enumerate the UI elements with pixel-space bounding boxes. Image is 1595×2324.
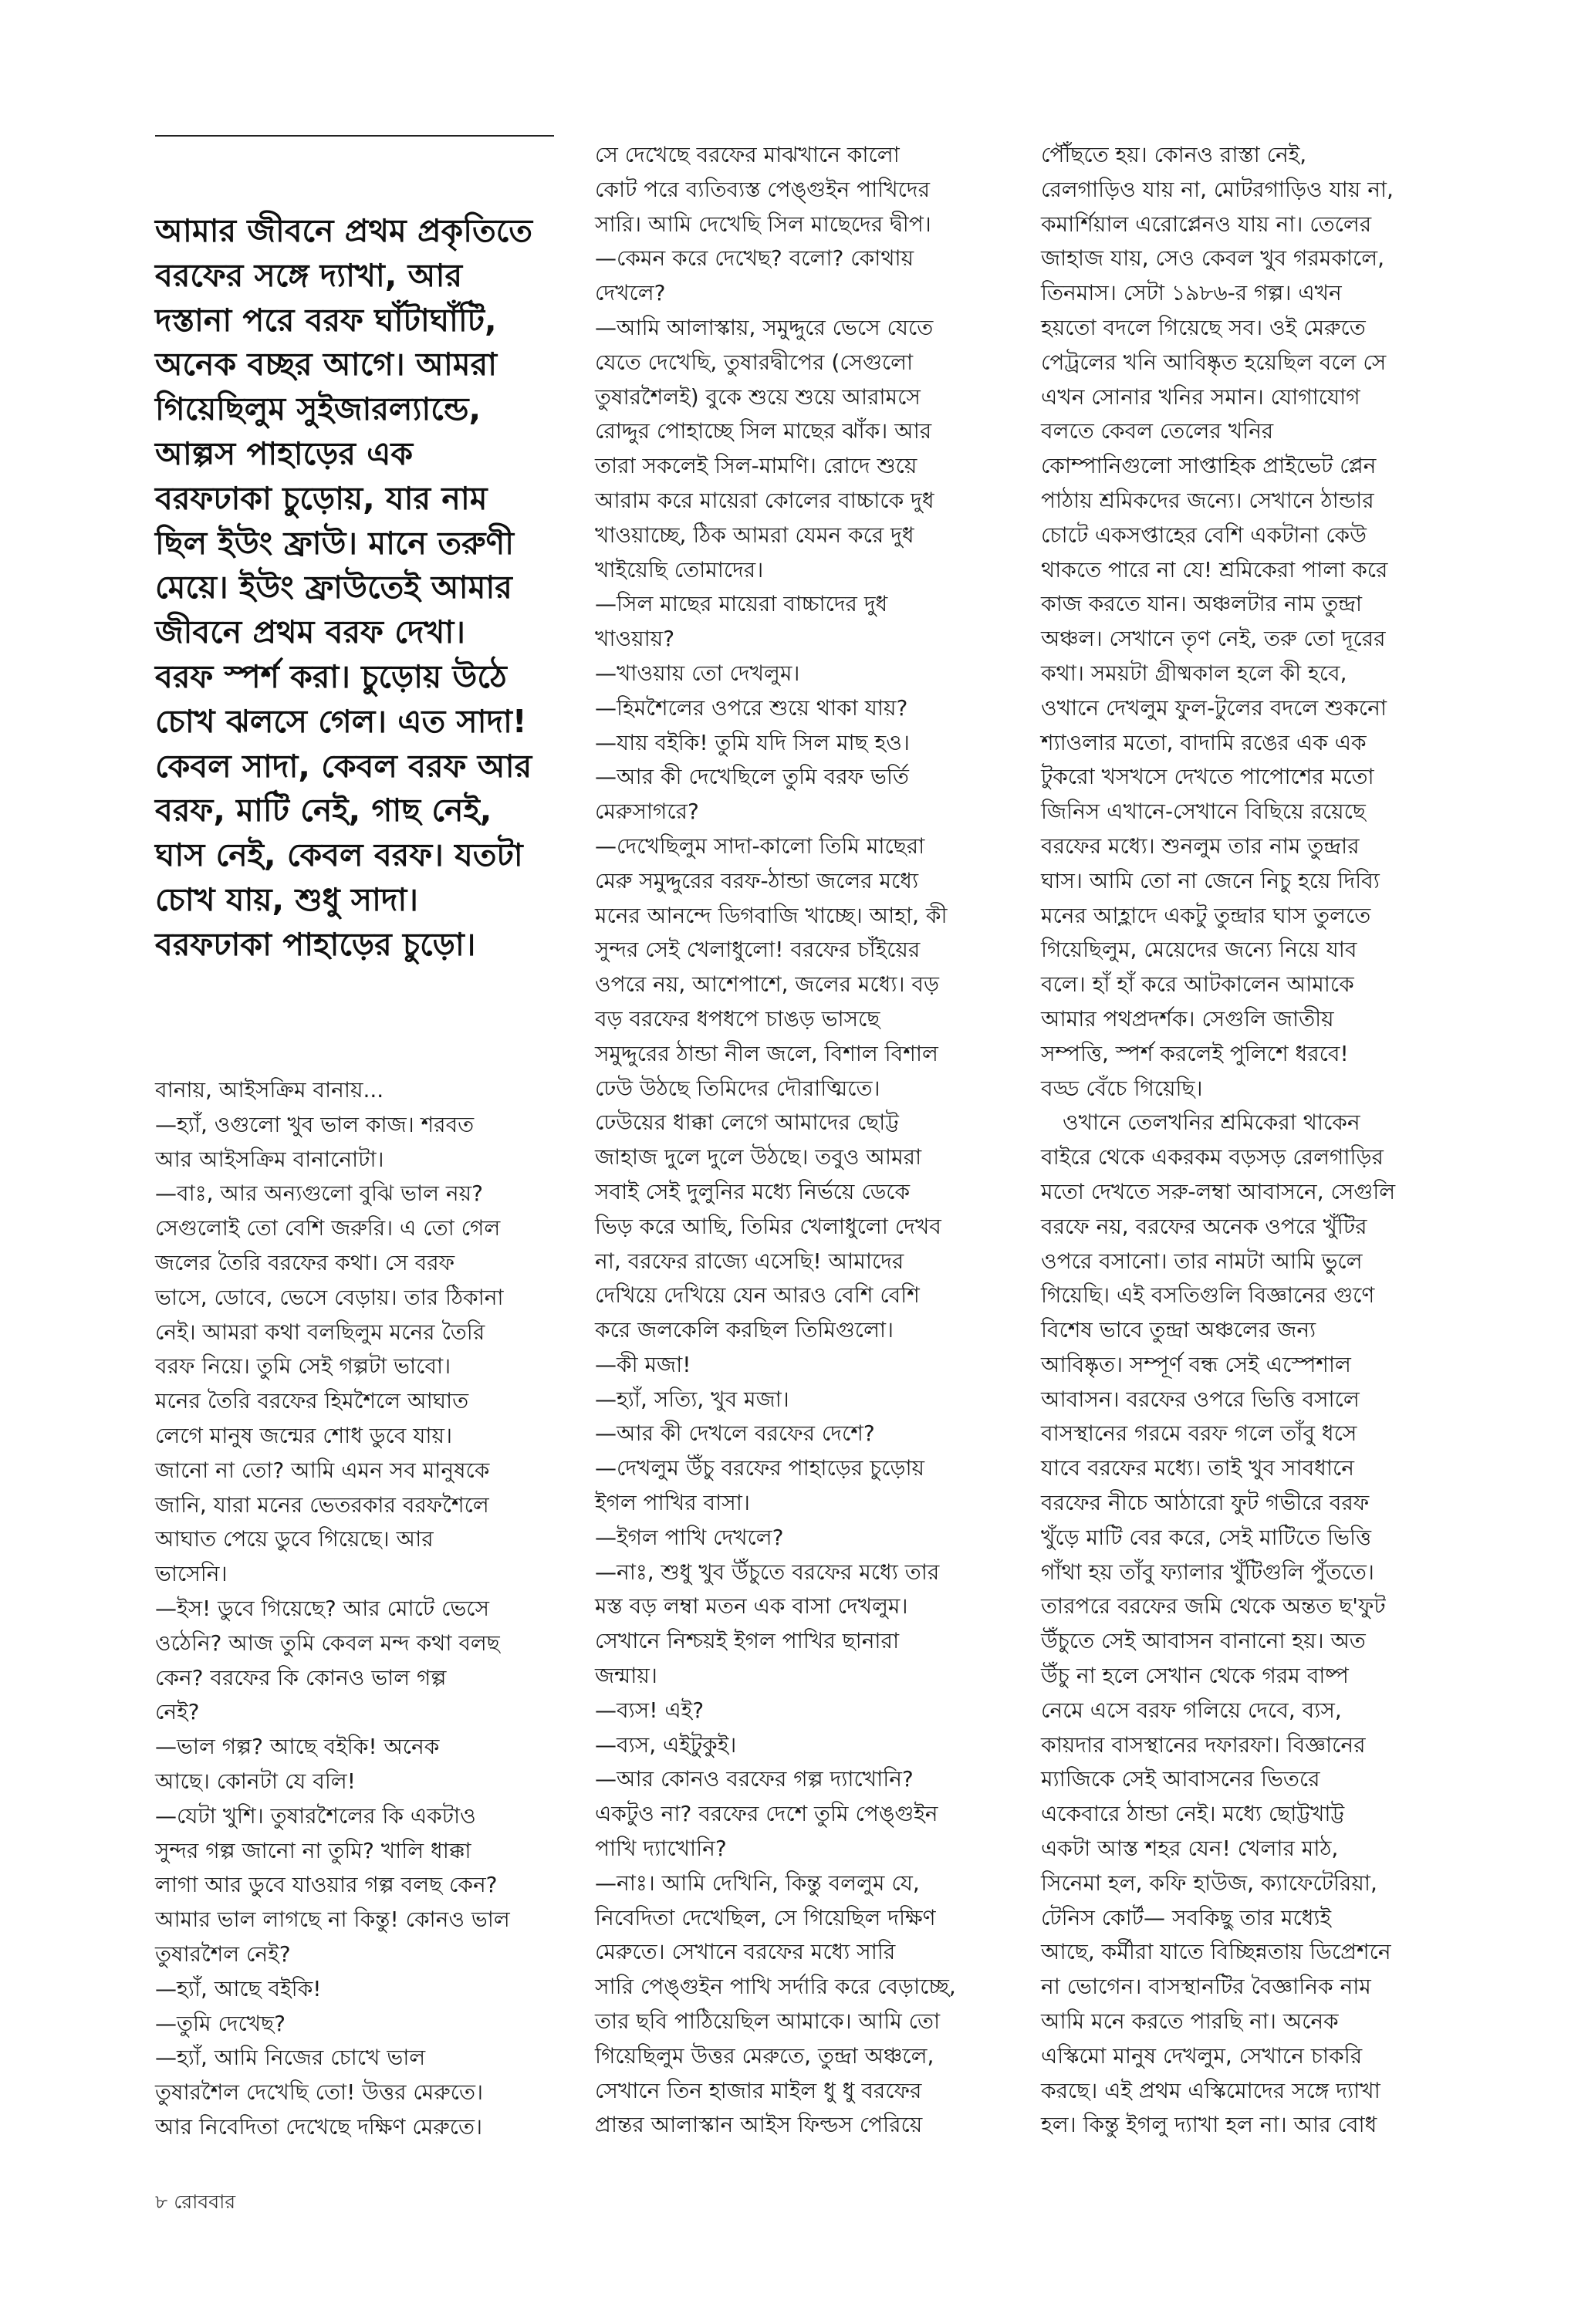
text-line: পাঠায় শ্রমিকদের জন্যে। সেখানে ঠান্ডার xyxy=(1041,487,1374,513)
text-line: নেই? xyxy=(155,1699,200,1725)
pull-quote-line: ঘাস নেই, কেবল বরফ। যতটা xyxy=(155,836,523,874)
text-line: জানি, যারা মনের ভেতরকার বরফশৈলে xyxy=(155,1491,489,1518)
text-line: কাজ করতে যান। অঞ্চলটার নাম তুন্দ্রা xyxy=(1041,591,1363,617)
text-line: সেগুলোই তো বেশি জরুরি। এ তো গেল xyxy=(155,1215,501,1241)
text-line: বলে। হাঁ হাঁ করে আটকালেন আমাকে xyxy=(1041,971,1354,998)
pull-quote-line: চোখ যায়, শুধু সাদা। xyxy=(155,880,418,918)
page-footer xyxy=(155,2187,235,2220)
text-line: মেরুসাগরে? xyxy=(595,799,699,825)
text-line: উঁচু না হলে সেখান থেকে গরম বাষ্প xyxy=(1041,1663,1349,1689)
text-line: সবাই সেই দুলুনির মধ্যে নির্ভয়ে ডেকে xyxy=(595,1178,911,1204)
text-line: কোট পরে ব্যতিব্যস্ত পেঙ্গুইন পাখিদের xyxy=(595,176,931,202)
text-line: বানায়, আইসক্রিম বানায়... xyxy=(155,1077,384,1103)
text-line: গিয়েছিলুম, মেয়েদের জন্যে নিয়ে যাব xyxy=(1041,937,1357,963)
magazine-name: রোববার xyxy=(174,2191,236,2213)
pull-quote-line: বরফের সঙ্গে দ্যাখা, আর xyxy=(155,256,463,294)
text-line: একেবারে ঠান্ডা নেই। মধ্যে ছোট্টখাট্ট xyxy=(1041,1801,1345,1827)
text-line: লাগা আর ডুবে যাওয়ার গল্প বলছ কেন? xyxy=(155,1872,498,1898)
text-line: খাওয়াচ্ছে, ঠিক আমরা যেমন করে দুধ xyxy=(595,522,914,548)
text-line: —যেটা খুশি। তুষারশৈলের কি একটাও xyxy=(155,1802,476,1829)
text-line: থাকতে পারে না যে! শ্রমিকেরা পালা করে xyxy=(1041,556,1388,583)
text-line: নিবেদিতা দেখেছিল, সে গিয়েছিল দক্ষিণ xyxy=(595,1904,936,1930)
text-line: —কী মজা! xyxy=(595,1351,691,1377)
text-line: —হ্যাঁ, সত্যি, খুব মজা। xyxy=(595,1386,789,1412)
pull-quote-line: দস্তানা পরে বরফ ঘাঁটাঘাঁটি, xyxy=(155,301,497,339)
text-line: খাওয়ায়? xyxy=(595,626,675,652)
text-line: —কেমন করে দেখেছ? বলো? কোথায় xyxy=(595,245,914,272)
pull-quote xyxy=(155,209,587,968)
text-line: —হ্যাঁ, আছে বইকি! xyxy=(155,1975,322,2001)
text-line: যেতে দেখেছি, তুষারদ্বীপের (সেগুলো xyxy=(595,349,914,375)
text-line: মতো দেখতে সরু-লম্বা আবাসনে, সেগুলি xyxy=(1041,1178,1396,1204)
text-line: ভাসে, ডোবে, ভেসে বেড়ায়। তার ঠিকানা xyxy=(155,1284,504,1310)
text-line: বড্ড বেঁচে গিয়েছি। xyxy=(1041,1075,1203,1101)
text-line: বড় বরফের ধপধপে চাঙড় ভাসছে xyxy=(595,1005,880,1032)
text-line: —আর কোনও বরফের গল্প দ্যাখোনি? xyxy=(595,1766,914,1792)
text-line: ইগল পাখির বাসা। xyxy=(595,1490,750,1516)
text-line: —দেখলুম উঁচু বরফের পাহাড়ের চুড়োয় xyxy=(595,1455,925,1481)
text-line: সিনেমা হল, কফি হাউজ, ক্যাফেটেরিয়া, xyxy=(1041,1870,1377,1896)
text-line: আছে। কোনটা যে বলি! xyxy=(155,1768,356,1794)
text-line: —আর কী দেখেছিলে তুমি বরফ ভর্তি xyxy=(595,764,909,790)
text-line: তারা সকলেই সিল-মামণি। রোদে শুয়ে xyxy=(595,453,917,479)
text-line: —নাঃ, শুধু খুব উঁচুতে বরফের মধ্যে তার xyxy=(595,1559,940,1585)
text-line: একটা আস্ত শহর যেন! খেলার মাঠ, xyxy=(1041,1836,1339,1862)
text-line: —দেখেছিলুম সাদা-কালো তিমি মাছেরা xyxy=(595,833,925,859)
text-line: আরাম করে মায়েরা কোলের বাচ্চাকে দুধ xyxy=(595,487,934,513)
text-line: ঘাস। আমি তো না জেনে নিচু হয়ে দিব্যি xyxy=(1041,867,1380,893)
text-line: তার ছবি পাঠিয়েছিল আমাকে। আমি তো xyxy=(595,2008,941,2035)
text-line: সে দেখেছে বরফের মাঝখানে কালো xyxy=(595,142,900,167)
text-line: গিয়েছিলুম উত্তর মেরুতে, তুন্দ্রা অঞ্চলে, xyxy=(595,2042,934,2069)
text-line: —আর কী দেখলে বরফের দেশে? xyxy=(595,1420,875,1447)
text-line: না, বরফের রাজ্যে এসেছি! আমাদের xyxy=(595,1248,904,1274)
text-line: ওপরে নয়, আশেপাশে, জলের মধ্যে। বড় xyxy=(595,971,939,998)
text-line: তুষারশৈল নেই? xyxy=(155,1941,291,1967)
text-line: ভাসেনি। xyxy=(155,1561,228,1587)
text-line: —ভাল গল্প? আছে বইকি! অনেক xyxy=(155,1734,440,1760)
pull-quote-line: আমার জীবনে প্রথম প্রকৃতিতে xyxy=(155,212,532,249)
pull-quote-line: জীবনে প্রথম বরফ দেখা। xyxy=(155,613,465,651)
text-line: আবাসন। বরফের ওপরে ভিত্তি বসালে xyxy=(1041,1386,1360,1412)
text-line: ঢেউ উঠছে তিমিদের দৌরাত্মিতে। xyxy=(595,1075,880,1101)
text-line: শ্যাওলার মতো, বাদামি রঙের এক এক xyxy=(1041,729,1367,755)
pull-quote-line: বরফঢাকা চুড়োয়, যার নাম xyxy=(155,479,488,517)
text-line: জাহাজ যায়, সেও কেবল খুব গরমকালে, xyxy=(1041,245,1385,272)
text-line: বাইরে থেকে একরকম বড়সড় রেলগাড়ির xyxy=(1041,1144,1384,1170)
text-line: চোটে একসপ্তাহের বেশি একটানা কেউ xyxy=(1041,522,1367,548)
text-line: —ব্যস! এই? xyxy=(595,1697,705,1723)
text-line: প্রান্তর আলাস্কান আইস ফিল্ডস পেরিয়ে xyxy=(595,2112,923,2138)
page-number: ৮ xyxy=(155,2191,168,2213)
text-line: ম্যাজিকে সেই আবাসনের ভিতরে xyxy=(1041,1766,1320,1792)
text-line: সেখানে নিশ্চয়ই ইগল পাখির ছানারা xyxy=(595,1628,900,1654)
text-line: আমার ভাল লাগছে না কিন্তু! কোনও ভাল xyxy=(155,1907,510,1933)
text-line: বলতে কেবল তেলের খনির xyxy=(1041,418,1274,444)
text-line: সমুদ্দুরের ঠান্ডা নীল জলে, বিশাল বিশাল xyxy=(595,1040,938,1066)
text-line: খুঁড়ে মাটি বের করে, সেই মাটিতে ভিত্তি xyxy=(1041,1524,1371,1550)
top-rule xyxy=(155,135,554,137)
text-line: সারি পেঙ্গুইন পাখি সর্দারি করে বেড়াচ্ছে, xyxy=(595,1974,956,2000)
text-line: ওপরে বসানো। তার নামটা আমি ভুলে xyxy=(1041,1248,1363,1274)
text-line: কথা। সময়টা গ্রীষ্মকাল হলে কী হবে, xyxy=(1041,660,1347,686)
text-line: ওখানে দেখলুম ফুল-টুলের বদলে শুকনো xyxy=(1041,694,1387,721)
text-line: না ভোগেন। বাসস্থানটির বৈজ্ঞানিক নাম xyxy=(1041,1974,1371,2000)
text-line: যাবে বরফের মধ্যে। তাই খুব সাবধানে xyxy=(1041,1455,1354,1481)
text-line: পাখি দ্যাখোনি? xyxy=(595,1836,727,1862)
pull-quote-line: মেয়ে। ইউং ফ্রাউতেই আমার xyxy=(155,569,512,606)
pull-quote-line: গিয়েছিলুম সুইজারল্যান্ডে, xyxy=(155,390,482,428)
text-line: জন্মায়। xyxy=(595,1663,657,1689)
text-line: এখন সোনার খনির সমান। যোগাযোগ xyxy=(1041,383,1360,410)
text-line: ওখানে তেলখনির শ্রমিকেরা থাকেন xyxy=(1063,1110,1360,1136)
text-line: কোম্পানিগুলো সাপ্তাহিক প্রাইভেট প্লেন xyxy=(1041,453,1377,479)
pull-quote-line: বরফ স্পর্শ করা। চুড়োয় উঠে xyxy=(155,657,507,695)
text-line: তুষারশৈলই) বুকে শুয়ে শুয়ে আরামসে xyxy=(595,383,921,410)
text-line: হয়তো বদলে গিয়েছে সব। ওই মেরুতে xyxy=(1041,314,1366,340)
text-line: সুন্দর গল্প জানো না তুমি? খালি ধাক্কা xyxy=(155,1837,471,1863)
text-line: করছে। এই প্রথম এস্কিমোদের সঙ্গে দ্যাখা xyxy=(1041,2077,1380,2103)
text-line: —সিল মাছের মায়েরা বাচ্চাদের দুধ xyxy=(595,591,888,617)
text-line: বিশেষ ভাবে তুন্দ্রা অঞ্চলের জন্য xyxy=(1041,1317,1316,1343)
text-line: রেলগাড়িও যায় না, মোটরগাড়িও যায় না, xyxy=(1041,176,1394,202)
text-line: জলের তৈরি বরফের কথা। সে বরফ xyxy=(155,1249,455,1275)
text-line: উঁচুতে সেই আবাসন বানানো হয়। অত xyxy=(1041,1628,1366,1654)
text-line: ওঠেনি? আজ তুমি কেবল মন্দ কথা বলছ xyxy=(155,1630,500,1656)
text-line: বরফে নয়, বরফের অনেক ওপরে খুঁটির xyxy=(1041,1213,1367,1239)
text-line: —হিমশৈলের ওপরে শুয়ে থাকা যায়? xyxy=(595,694,908,721)
text-line: অঞ্চল। সেখানে তৃণ নেই, তরু তো দূরের xyxy=(1041,626,1386,652)
text-line: তিনমাস। সেটা ১৯৮৬-র গল্প। এখন xyxy=(1041,280,1342,306)
text-line: হল। কিন্তু ইগলু দ্যাখা হল না। আর বোধ xyxy=(1041,2112,1377,2138)
text-line: —হ্যাঁ, আমি নিজের চোখে ভাল xyxy=(155,2045,426,2071)
text-line: মেরুতে। সেখানে বরফের মধ্যে সারি xyxy=(595,1939,896,1965)
text-line: আছে, কর্মীরা যাতে বিচ্ছিন্নতায় ডিপ্রেশনে xyxy=(1041,1939,1391,1965)
text-line: রোদ্দুর পোহাচ্ছে সিল মাছের ঝাঁক। আর xyxy=(595,418,932,444)
text-line: পৌঁছতে হয়। কোনও রাস্তা নেই, xyxy=(1041,142,1307,167)
text-line: —নাঃ। আমি দেখিনি, কিন্তু বললুম যে, xyxy=(595,1870,920,1896)
text-line: বরফের মধ্যে। শুনলুম তার নাম তুন্দ্রার xyxy=(1041,833,1360,859)
text-line: ঢেউয়ের ধাক্কা লেগে আমাদের ছোট্ট xyxy=(595,1110,899,1136)
column-1 xyxy=(155,1073,556,2145)
text-line: দেখলে? xyxy=(595,280,666,306)
text-line: কায়দার বাসস্থানের দফারফা। বিজ্ঞানের xyxy=(1041,1731,1366,1758)
pull-quote-line: বরফঢাকা পাহাড়ের চুড়ো। xyxy=(155,925,476,963)
text-line: নেই। আমরা কথা বলছিলুম মনের তৈরি xyxy=(155,1319,485,1345)
pull-quote-line: ছিল ইউং ফ্রাউ। মানে তরুণী xyxy=(155,524,514,562)
text-line: পেট্রলের খনি আবিষ্কৃত হয়েছিল বলে সে xyxy=(1041,349,1387,375)
text-line: বরফ নিয়ে। তুমি সেই গল্পটা ভাবো। xyxy=(155,1353,451,1380)
text-line: —বাঃ, আর অন্যগুলো বুঝি ভাল নয়? xyxy=(155,1181,483,1207)
text-line: জানো না তো? আমি এমন সব মানুষকে xyxy=(155,1457,490,1483)
text-line: নেমে এসে বরফ গলিয়ে দেবে, ব্যস, xyxy=(1041,1697,1342,1723)
text-line: তুষারশৈল দেখেছি তো! উত্তর মেরুতে। xyxy=(155,2079,484,2106)
text-line: গাঁথা হয় তাঁবু ফ্যালার খুঁটিগুলি পুঁততে। xyxy=(1041,1559,1374,1585)
text-line: বরফের নীচে আঠারো ফুট গভীরে বরফ xyxy=(1041,1490,1370,1516)
text-line: আঘাত পেয়ে ডুবে গিয়েছে। আর xyxy=(155,1526,434,1552)
text-line: আমার পথপ্রদর্শক। সেগুলি জাতীয় xyxy=(1041,1005,1334,1032)
text-line: মেরু সমুদ্দুরের বরফ-ঠান্ডা জলের মধ্যে xyxy=(595,867,919,893)
column-3 xyxy=(1041,138,1431,2143)
text-line: —আমি আলাস্কায়, সমুদ্দুরে ভেসে যেতে xyxy=(595,314,934,340)
text-line: কমার্শিয়াল এরোপ্লেনও যায় না। তেলের xyxy=(1041,211,1372,237)
text-line: করে জলকেলি করছিল তিমিগুলো। xyxy=(595,1317,894,1343)
text-line: আমি মনে করতে পারছি না। অনেক xyxy=(1041,2008,1339,2035)
pull-quote-line: কেবল সাদা, কেবল বরফ আর xyxy=(155,747,532,785)
text-line: সেখানে তিন হাজার মাইল ধু ধু বরফের xyxy=(595,2077,922,2103)
text-line: তারপরে বরফের জমি থেকে অন্তত ছ'ফুট xyxy=(1041,1593,1386,1620)
pull-quote-line: বরফ, মাটি নেই, গাছ নেই, xyxy=(155,792,492,829)
text-line: দেখিয়ে দেখিয়ে যেন আরও বেশি বেশি xyxy=(595,1282,920,1309)
text-line: ভিড় করে আছি, তিমির খেলাধুলো দেখব xyxy=(595,1213,941,1239)
pull-quote-line: অনেক বচ্ছর আগে। আমরা xyxy=(155,346,498,383)
text-line: টুকরো খসখসে দেখতে পাপোশের মতো xyxy=(1041,764,1374,790)
text-line: আর আইসক্রিম বানানোটা। xyxy=(155,1146,384,1172)
text-line: —ব্যস, এইটুকুই। xyxy=(595,1731,737,1758)
text-line: মনের আহ্লাদে একটু তুন্দ্রার ঘাস তুলতে xyxy=(1041,902,1371,928)
text-line: গিয়েছি। এই বসতিগুলি বিজ্ঞানের গুণে xyxy=(1041,1282,1375,1309)
text-line: মনের আনন্দে ডিগবাজি খাচ্ছে। আহা, কী xyxy=(595,902,948,928)
text-line: কেন? বরফের কি কোনও ভাল গল্প xyxy=(155,1664,447,1691)
text-line: মস্ত বড় লম্বা মতন এক বাসা দেখলুম। xyxy=(595,1593,908,1620)
text-line: সম্পত্তি, স্পর্শ করলেই পুলিশে ধরবে! xyxy=(1041,1040,1349,1066)
text-line: আর নিবেদিতা দেখেছে দক্ষিণ মেরুতে। xyxy=(155,2113,482,2140)
text-line: —তুমি দেখেছ? xyxy=(155,2010,286,2036)
text-line: জিনিস এখানে-সেখানে বিছিয়ে রয়েছে xyxy=(1041,799,1366,825)
text-line: একটুও না? বরফের দেশে তুমি পেঙ্গুইন xyxy=(595,1801,938,1827)
text-line: জাহাজ দুলে দুলে উঠছে। তবুও আমরা xyxy=(595,1144,922,1170)
text-line: —খাওয়ায় তো দেখলুম। xyxy=(595,660,800,686)
text-line: এস্কিমো মানুষ দেখলুম, সেখানে চাকরি xyxy=(1041,2042,1363,2069)
text-line: সারি। আমি দেখেছি সিল মাছেদের দ্বীপ। xyxy=(595,211,931,237)
text-line: —ইগল পাখি দেখলে? xyxy=(595,1524,784,1550)
text-line: মনের তৈরি বরফের হিমশৈলে আঘাত xyxy=(155,1388,469,1414)
text-line: বাসস্থানের গরমে বরফ গলে তাঁবু ধসে xyxy=(1041,1420,1357,1447)
text-line: —হ্যাঁ, ওগুলো খুব ভাল কাজ। শরবত xyxy=(155,1111,475,1137)
column-2 xyxy=(595,138,992,2143)
pull-quote-line: আল্পস পাহাড়ের এক xyxy=(155,434,414,472)
pull-quote-line: চোখ ঝলসে গেল। এত সাদা! xyxy=(155,702,527,740)
text-line: টেনিস কোর্ট— সবকিছু তার মধ্যেই xyxy=(1041,1904,1332,1930)
text-line: খাইয়েছি তোমাদের। xyxy=(595,556,764,583)
text-line: লেগে মানুষ জন্মের শোধ ডুবে যায়। xyxy=(155,1422,452,1448)
text-line: —ইস! ডুবে গিয়েছে? আর মোটে ভেসে xyxy=(155,1595,489,1621)
text-line: সুন্দর সেই খেলাধুলো! বরফের চাঁইয়ের xyxy=(595,937,921,963)
text-line: —যায় বইকি! তুমি যদি সিল মাছ হও। xyxy=(595,729,910,755)
text-line: আবিষ্কৃত। সম্পূর্ণ বন্ধ সেই এস্পেশাল xyxy=(1041,1351,1351,1377)
